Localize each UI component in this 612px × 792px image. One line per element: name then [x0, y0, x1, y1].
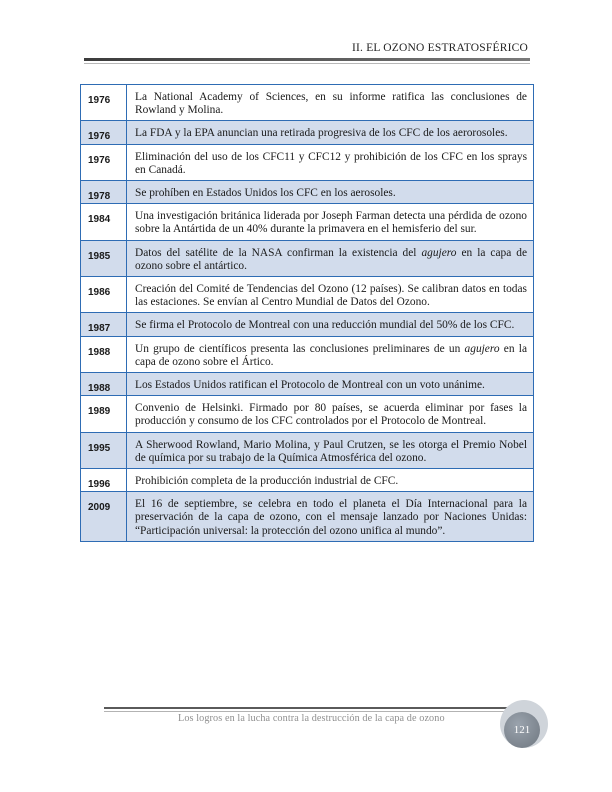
- timeline-year: 1976: [81, 145, 127, 180]
- timeline-year: 1987: [81, 313, 127, 335]
- timeline-event: Se firma el Protocolo de Montreal con una reducción mundial del 50% de los CFC.: [135, 319, 515, 332]
- event-text-part: Un grupo de científicos presenta las conclusiones preliminares de un: [135, 342, 465, 355]
- timeline-event: Una investigación británica liderada por Joseph Farman detecta una pérdida de ozono sobre la Antártida de un 40% durante la primavera en el hemisferio del sur.: [135, 210, 527, 236]
- timeline-event: La National Academy of Sciences, en su informe ratifica las conclusiones de Rowland y Molina.: [135, 91, 527, 117]
- event-text-part: en la capa de ozono sobre el Ártico.: [135, 342, 528, 368]
- timeline-row: [81, 337, 533, 373]
- timeline-event: Creación del Comité de Tendencias del Ozono (12 países). Se calibran datos en todas las estaciones. Se envían al Centro Mundial de Datos del Ozono.: [135, 283, 527, 309]
- timeline-row: [81, 373, 533, 396]
- timeline-year: 1978: [81, 181, 127, 203]
- timeline-row: [81, 277, 533, 313]
- timeline-event: La FDA y la EPA anuncian una retirada progresiva de los CFC de los aerorosoles.: [135, 127, 508, 140]
- timeline-row: [81, 204, 533, 240]
- timeline-year: 1976: [81, 85, 127, 120]
- timeline-row: [81, 181, 533, 204]
- timeline-row: [81, 469, 533, 492]
- timeline-row: [81, 492, 533, 541]
- timeline-row: [81, 121, 533, 144]
- timeline-year: 1986: [81, 277, 127, 312]
- timeline-row: [81, 433, 533, 469]
- timeline-year: 1985: [81, 241, 127, 276]
- timeline-event: Convenio de Helsinki. Firmado por 80 países, se acuerda eliminar por fases la producción y consumo de los CFC controlados por el Protocolo de Montreal.: [135, 402, 527, 428]
- timeline-year: 1996: [81, 469, 127, 491]
- timeline-year: 1989: [81, 396, 127, 431]
- timeline-year: 2009: [81, 492, 127, 541]
- timeline-event: [127, 241, 533, 276]
- timeline-year: 1995: [81, 433, 127, 468]
- footer-text: Los logros en la lucha contra la destrucción de la capa de ozono: [178, 713, 445, 724]
- timeline-event: [127, 337, 533, 372]
- timeline-event: Prohibición completa de la producción industrial de CFC.: [135, 475, 399, 488]
- timeline-year: 1988: [81, 337, 127, 372]
- page-header-title: II. EL OZONO ESTRATOSFÉRICO: [352, 42, 528, 54]
- footer-rule: [104, 707, 512, 709]
- event-text-emphasis: agujero: [464, 342, 500, 355]
- event-text-part: Datos del satélite de la NASA confirman la existencia del: [135, 246, 422, 259]
- timeline-year: 1984: [81, 204, 127, 239]
- timeline-row: [81, 241, 533, 277]
- timeline-event: Se prohíben en Estados Unidos los CFC en los aerosoles.: [135, 187, 396, 200]
- timeline-row: [81, 396, 533, 432]
- timeline-year: 1988: [81, 373, 127, 395]
- header-rule: [84, 58, 530, 61]
- timeline-event: El 16 de septiembre, se celebra en todo el planeta el Día Internacional para la preservación de la capa de ozono, con el mensaje lanzado por Naciones Unidas: “Participación universal: la protección del ozono unifica al mundo”.: [135, 498, 527, 537]
- timeline-row: [81, 85, 533, 121]
- timeline-event: A Sherwood Rowland, Mario Molina, y Paul Crutzen, se les otorga el Premio Nobel de química por su trabajo de la Química Atmosférica del ozono.: [135, 438, 527, 464]
- timeline-table: [80, 84, 534, 542]
- event-text-part: en la capa de ozono sobre el antártico.: [135, 246, 527, 272]
- timeline-row: [81, 313, 533, 336]
- timeline-row: [81, 145, 533, 181]
- timeline-year: 1976: [81, 121, 127, 143]
- timeline-event: Los Estados Unidos ratifican el Protocolo de Montreal con un voto unánime.: [135, 379, 485, 392]
- timeline-event: Eliminación del uso de los CFC11 y CFC12 y prohibición de los CFC en los sprays en Canadá.: [135, 150, 527, 176]
- event-text-emphasis: agujero: [421, 246, 457, 259]
- page-number: 121: [504, 712, 540, 748]
